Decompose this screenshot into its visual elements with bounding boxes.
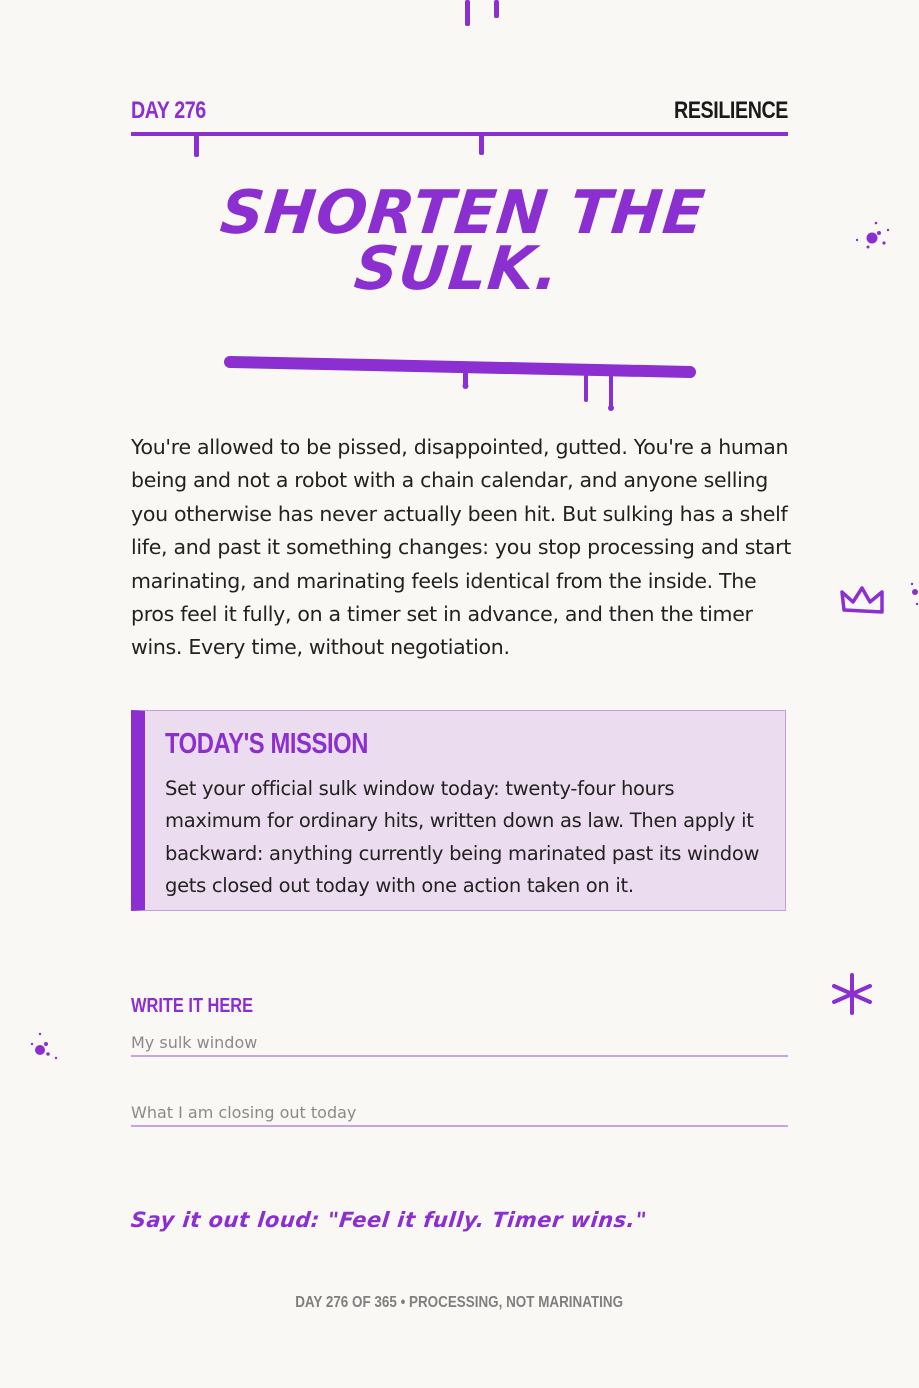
drip-icon — [494, 0, 499, 18]
header-rule — [131, 132, 788, 136]
drip-icon — [479, 134, 484, 155]
brush-underline — [220, 350, 700, 415]
crown-icon — [838, 584, 888, 616]
day-label: DAY 276 — [131, 97, 206, 124]
asterisk-icon — [828, 970, 876, 1018]
closing-out-input[interactable] — [131, 1099, 788, 1127]
write-label: WRITE IT HERE — [131, 995, 254, 1017]
page-title — [114, 178, 806, 304]
drip-icon — [465, 0, 470, 26]
category-label: RESILIENCE — [673, 97, 788, 124]
footer — [0, 1294, 919, 1312]
title-line-1: SHORTEN THE — [217, 178, 709, 248]
mission-title: TODAY'S MISSION — [165, 728, 369, 760]
sulk-window-input[interactable] — [131, 1029, 788, 1057]
title-line-2: SULK. — [351, 234, 563, 304]
drip-icon — [194, 134, 199, 157]
splatter-icon — [905, 580, 919, 608]
footer-text: DAY 276 OF 365 • PROCESSING, NOT MARINATING — [295, 1294, 624, 1311]
mission-text: Set your official sulk window today: twenty-four hours maximum for ordinary hits, written down as law. Then apply it backward: anything currently being marinated past its window gets closed out today with one action taken on it. — [165, 777, 760, 898]
splatter-icon — [850, 218, 895, 258]
splatter-icon — [26, 1030, 62, 1066]
body-paragraph: You're allowed to be pissed, disappointed, gutted. You're a human being and not a robot with a chain calendar, and anyone selling you otherwise has never actually been hit. But sulking has a shelf life, and past it something changes: you stop processing and start marinating, and marinating feels identical from the inside. The pros feel it fully, on a timer set in advance, and then the timer wins. Every time, without negotiation. — [131, 435, 791, 660]
affirmation: Say it out loud: "Feel it fully. Timer wins." — [129, 1208, 649, 1232]
